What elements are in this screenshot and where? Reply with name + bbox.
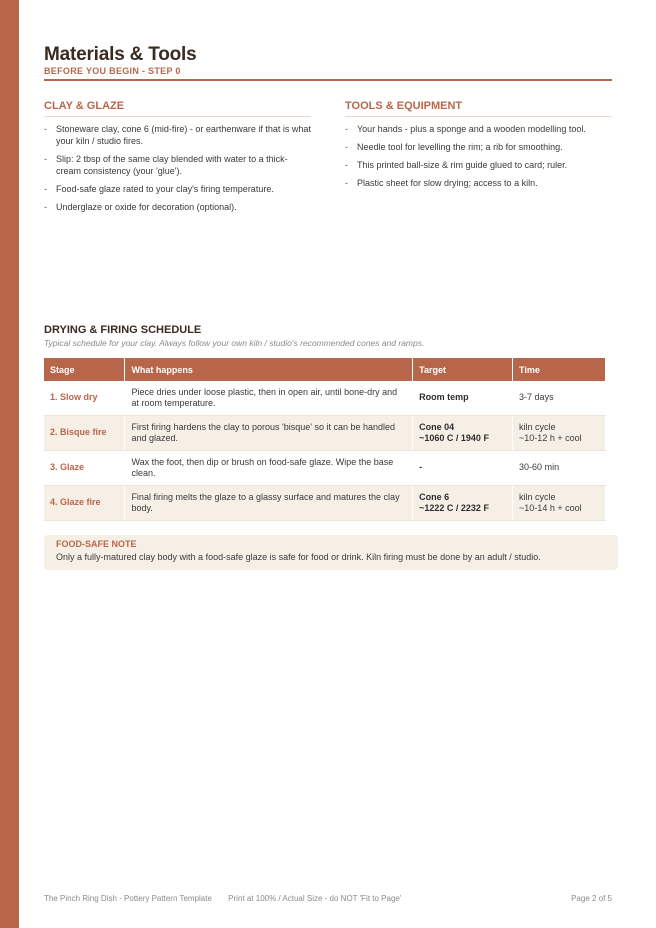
page-title: Materials & Tools bbox=[44, 44, 197, 65]
schedule-table bbox=[44, 358, 606, 521]
what-cell: Wax the foot, then dip or brush on food-safe glaze. Wipe the base clean. bbox=[125, 451, 413, 486]
clay-glaze-section bbox=[44, 99, 311, 219]
table-row bbox=[44, 381, 606, 416]
table-row bbox=[44, 486, 606, 521]
schedule-note: Typical schedule for your clay. Always follow your own kiln / studio's recommended cones and ramps. bbox=[44, 338, 425, 348]
what-cell: Final firing melts the glaze to a glassy surface and matures the clay body. bbox=[125, 486, 413, 521]
list-item: - Needle tool for levelling the rim; a rib for smoothing. bbox=[345, 142, 563, 152]
table-header-row bbox=[44, 358, 606, 381]
clay-glaze-heading: CLAY & GLAZE bbox=[44, 99, 311, 117]
page-content bbox=[44, 44, 612, 219]
column-header-target: Target bbox=[413, 358, 513, 381]
what-cell: First firing hardens the clay to porous 'bisque' so it can be handled and glazed. bbox=[125, 416, 413, 451]
list-item: - Stoneware clay, cone 6 (mid-fire) - or earthenware if that is what your kiln / studio fires. bbox=[44, 124, 311, 146]
footer-page-number: Page 2 of 5 bbox=[571, 894, 612, 903]
table-row bbox=[44, 416, 606, 451]
time-cell: 3-7 days bbox=[513, 381, 606, 416]
materials-columns bbox=[44, 99, 612, 219]
food-safe-heading: FOOD-SAFE NOTE bbox=[56, 539, 137, 549]
list-item: - Slip: 2 tbsp of the same clay blended with water to a thick-cream consistency (your 'glue'). bbox=[44, 154, 288, 176]
time-cell: 30-60 min bbox=[513, 451, 606, 486]
target-cell: Cone 04 ~1060 C / 1940 F bbox=[413, 416, 513, 451]
column-header-what: What happens bbox=[125, 358, 413, 381]
page-subtitle: BEFORE YOU BEGIN - STEP 0 bbox=[44, 66, 181, 76]
food-safe-note bbox=[44, 535, 618, 570]
table-row bbox=[44, 451, 606, 486]
stage-cell: 2. Bisque fire bbox=[44, 416, 125, 451]
schedule-heading: DRYING & FIRING SCHEDULE bbox=[44, 324, 202, 336]
stage-cell: 3. Glaze bbox=[44, 451, 125, 486]
column-header-stage: Stage bbox=[44, 358, 125, 381]
page-footer bbox=[44, 894, 612, 903]
clay-glaze-list bbox=[44, 123, 311, 213]
side-accent-band bbox=[0, 0, 19, 928]
target-cell: Cone 6 ~1222 C / 2232 F bbox=[413, 486, 513, 521]
target-cell: Room temp bbox=[413, 381, 513, 416]
tools-list bbox=[345, 123, 612, 189]
what-cell: Piece dries under loose plastic, then in open air, until bone-dry and at room temperature. bbox=[125, 381, 413, 416]
list-item: - This printed ball-size & rim guide glued to card; ruler. bbox=[345, 160, 568, 170]
footer-print-note: Print at 100% / Actual Size - do NOT 'Fit to Page' bbox=[228, 894, 402, 903]
firing-schedule-section bbox=[44, 323, 612, 521]
stage-cell: 1. Slow dry bbox=[44, 381, 125, 416]
footer-doc-name: The Pinch Ring Dish - Pottery Pattern Template bbox=[44, 894, 212, 903]
tools-heading: TOOLS & EQUIPMENT bbox=[345, 99, 612, 117]
time-cell: kiln cycle ~10-12 h + cool bbox=[513, 416, 606, 451]
title-divider bbox=[44, 79, 612, 81]
stage-cell: 4. Glaze fire bbox=[44, 486, 125, 521]
list-item: - Your hands - plus a sponge and a wooden modelling tool. bbox=[345, 124, 586, 134]
list-item: - Underglaze or oxide for decoration (optional). bbox=[44, 202, 237, 212]
tools-section bbox=[345, 99, 612, 219]
list-item: - Plastic sheet for slow drying; access to a kiln. bbox=[345, 178, 538, 188]
food-safe-text: Only a fully-matured clay body with a food-safe glaze is safe for food or drink. Kiln firing must be done by an adult / studio. bbox=[56, 552, 541, 562]
list-item: - Food-safe glaze rated to your clay's firing temperature. bbox=[44, 184, 274, 194]
column-header-time: Time bbox=[513, 358, 606, 381]
target-cell: - bbox=[413, 451, 513, 486]
time-cell: kiln cycle ~10-14 h + cool bbox=[513, 486, 606, 521]
